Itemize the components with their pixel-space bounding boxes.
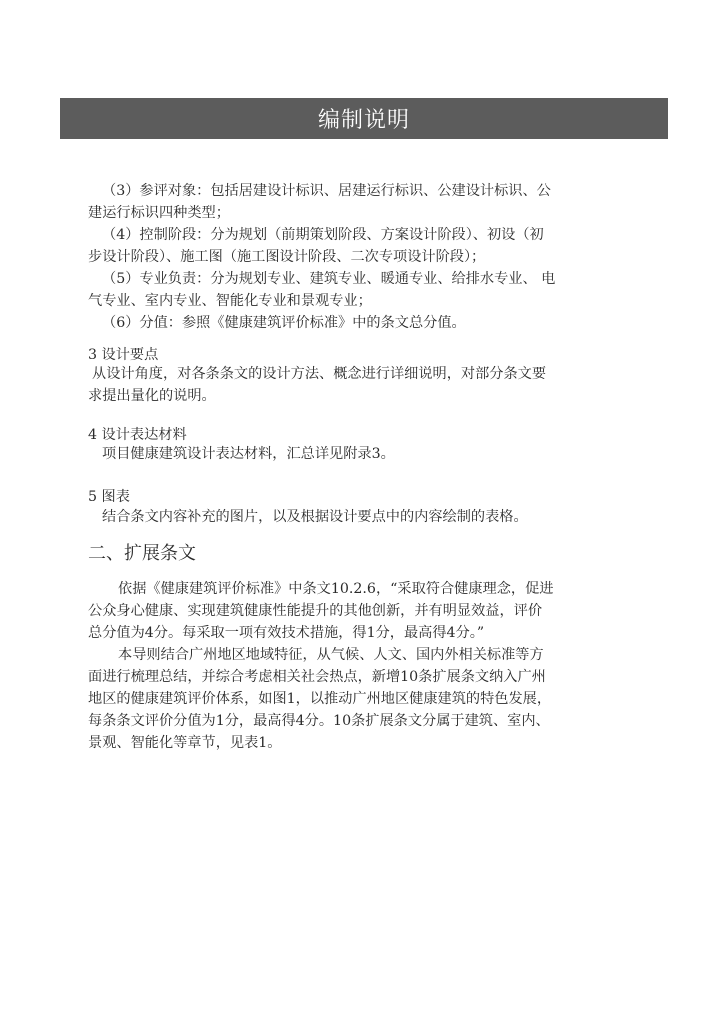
- paragraph-line: 景观、智能化等章节，见表1。: [88, 735, 282, 751]
- list-item-line: （3）参评对象：包括居建设计标识、居建运行标识、公建设计标识、公: [102, 183, 551, 199]
- paragraph-line: 本导则结合广州地区地域特征，从气候、人文、国内外相关标准等方: [118, 647, 544, 663]
- paragraph-line: 从设计角度，对各条条文的设计方法、概念进行详细说明，对部分条文要: [92, 366, 547, 382]
- section-body-design-points: [88, 363, 648, 407]
- extension-paragraph-2: [88, 644, 648, 754]
- section-body-charts: [88, 506, 648, 528]
- section-body-design-materials: [88, 443, 648, 465]
- paragraph-line: 公众身心健康、实现建筑健康性能提升的其他创新，并有明显效益，评价: [88, 603, 543, 619]
- list-item-line: 气专业、室内专业、智能化专业和景观专业；: [88, 293, 372, 309]
- list-item-line: （6）分值：参照《健康建筑评价标准》中的条文总分值。: [102, 315, 466, 331]
- paragraph-line: 结合条文内容补充的图片，以及根据设计要点中的内容绘制的表格。: [102, 509, 528, 525]
- paragraph-line: 依据《健康建筑评价标准》中条文10.2.6，“采取符合健康理念，促进: [118, 581, 554, 597]
- paragraph-line: 项目健康建筑设计表达材料，汇总详见附录3。: [102, 446, 395, 462]
- list-item-line: 建运行标识四种类型；: [88, 205, 230, 221]
- page-title: 编制说明: [317, 108, 410, 133]
- paragraph-line: 地区的健康建筑评价体系，如图1，以推动广州地区健康建筑的特色发展，: [88, 691, 552, 707]
- paragraph-line: 面进行梳理总结，并综合考虑相关社会热点，新增10条扩展条文纳入广州: [88, 669, 546, 685]
- section-title-extension: 二、扩展条文: [88, 543, 196, 564]
- list-item-line: （4）控制阶段：分为规划（前期策划阶段、方案设计阶段）、初设（初: [102, 227, 544, 243]
- section-heading-design-points: 3 设计要点: [88, 347, 159, 363]
- section-heading-charts: 5 图表: [88, 489, 130, 505]
- evaluation-list: [88, 180, 648, 334]
- paragraph-line: 每条条文评价分值为1分，最高得4分。10条扩展条文分属于建筑、室内、: [88, 713, 550, 729]
- list-item-line: （5）专业负责：分为规划专业、建筑专业、暖通专业、给排水专业、 电: [102, 271, 556, 287]
- title-banner: [60, 98, 668, 139]
- extension-paragraph-1: [88, 578, 648, 644]
- section-heading-design-materials: 4 设计表达材料: [88, 427, 187, 443]
- list-item-line: 步设计阶段）、施工图（施工图设计阶段、二次专项设计阶段）；: [88, 249, 486, 265]
- paragraph-line: 总分值为4分。每采取一项有效技术措施，得1分，最高得4分。”: [88, 625, 485, 641]
- paragraph-line: 求提出量化的说明。: [88, 388, 216, 404]
